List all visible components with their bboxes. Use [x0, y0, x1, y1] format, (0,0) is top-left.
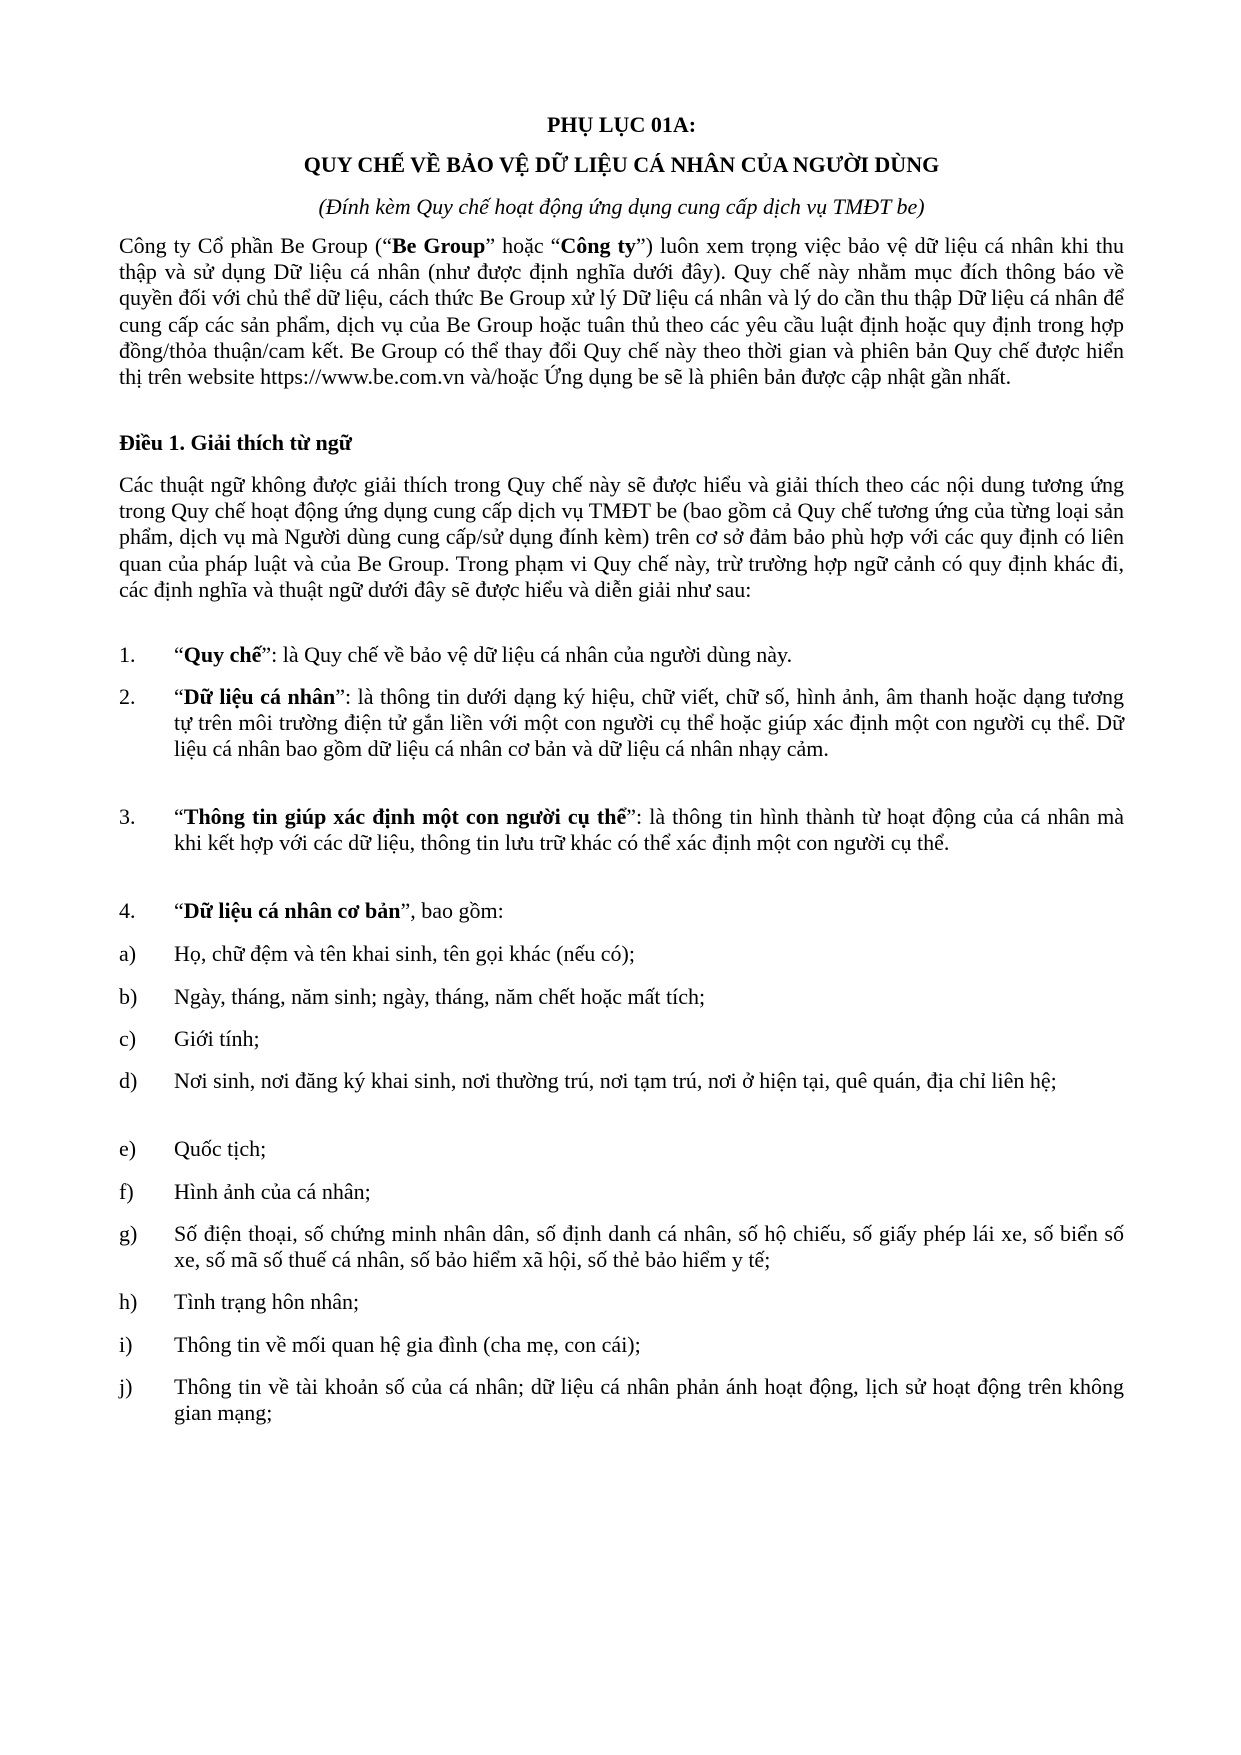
- item-label: a): [119, 941, 137, 966]
- basic-data-item: [119, 1026, 1124, 1052]
- definition-number: 3.: [119, 804, 136, 829]
- definition-term: Dữ liệu cá nhân cơ bản: [183, 898, 401, 923]
- item-label: b): [119, 984, 138, 1009]
- quote-open: “: [174, 804, 184, 829]
- basic-data-item: [119, 1332, 1124, 1358]
- basic-data-item: [119, 1374, 1124, 1426]
- definition-item: [119, 684, 1124, 763]
- basic-data-item: [119, 1179, 1124, 1205]
- basic-data-item: [119, 1289, 1124, 1315]
- item-label: c): [119, 1026, 137, 1051]
- basic-data-item: [119, 1068, 1124, 1094]
- regulation-title: QUY CHẾ VỀ BẢO VỆ DỮ LIỆU CÁ NHÂN CỦA NGƯỜI DÙNG: [303, 152, 940, 177]
- intro-text-3: ”) luôn xem trọng việc bảo vệ dữ liệu cá nhân khi thu thập và sử dụng Dữ liệu cá nhân (như được định nghĩa dưới đây). Quy chế này nhằm mục đích thông báo về quyền đối với chủ thể dữ liệu, cách thức Be Group xử lý Dữ liệu cá nhân và lý do cần thu thập Dữ liệu cá nhân để cung cấp các sản phẩm, dịch vụ của Be Group hoặc tuân thủ theo các yêu cầu luật định hoặc quy định trong hợp đồng/thỏa thuận/cam kết. Be Group có thể thay đổi Quy chế này theo thời gian và phiên bản Quy chế được hiển thị trên website https://www.be.com.vn và/hoặc Ứng dụng be sẽ là phiên bản được cập nhật gần nhất.: [119, 233, 1124, 390]
- item-label: d): [119, 1068, 138, 1093]
- item-text: Tình trạng hôn nhân;: [174, 1289, 360, 1314]
- quote-open: “: [174, 898, 184, 923]
- item-text: Họ, chữ đệm và tên khai sinh, tên gọi khác (nếu có);: [174, 941, 635, 966]
- item-label: e): [119, 1136, 137, 1161]
- quote-open: “: [174, 684, 184, 709]
- definition-text: ”, bao gồm:: [400, 898, 504, 923]
- item-label: f): [119, 1179, 134, 1204]
- basic-data-item: [119, 1136, 1124, 1162]
- item-text: Nơi sinh, nơi đăng ký khai sinh, nơi thường trú, nơi tạm trú, nơi ở hiện tại, quê quán, địa chỉ liên hệ;: [174, 1068, 1057, 1093]
- definition-number: 2.: [119, 684, 136, 709]
- basic-data-item: [119, 1221, 1124, 1273]
- article-1-heading: Điều 1. Giải thích từ ngữ: [119, 430, 352, 455]
- intro-bold-cong-ty: Công ty: [560, 233, 636, 258]
- regulation-subtitle: (Đính kèm Quy chế hoạt động ứng dụng cung cấp dịch vụ TMĐT be): [318, 194, 925, 219]
- definition-item: [119, 642, 1124, 668]
- intro-text-2: ” hoặc “: [485, 233, 561, 258]
- definition-text: ”: là Quy chế về bảo vệ dữ liệu cá nhân của người dùng này.: [261, 642, 793, 667]
- intro-bold-be-group: Be Group: [391, 233, 486, 258]
- item-text: Giới tính;: [174, 1026, 260, 1051]
- definition-text: ”: là thông tin dưới dạng ký hiệu, chữ viết, chữ số, hình ảnh, âm thanh hoặc dạng tương tự trên môi trường điện tử gắn liền với một con người cụ thể hoặc giúp xác định một con người cụ thể. Dữ liệu cá nhân bao gồm dữ liệu cá nhân cơ bản và dữ liệu cá nhân nhạy cảm.: [174, 684, 1124, 762]
- definition-item: [119, 804, 1124, 856]
- article-1-intro: Các thuật ngữ không được giải thích trong Quy chế này sẽ được hiểu và giải thích theo các nội dung tương ứng trong Quy chế hoạt động ứng dụng cung cấp dịch vụ TMĐT be (bao gồm cả Quy chế tương ứng của từng loại sản phẩm, dịch vụ mà Người dùng cung cấp/sử dụng đính kèm) trên cơ sở đảm bảo phù hợp với các quy định có liên quan của pháp luật và của Be Group. Trong phạm vi Quy chế này, trừ trường hợp ngữ cảnh có quy định khác đi, các định nghĩa và thuật ngữ dưới đây sẽ được hiểu và diễn giải như sau:: [119, 472, 1124, 602]
- intro-paragraph: [119, 233, 1124, 390]
- appendix-title: PHỤ LỤC 01A:: [546, 112, 697, 137]
- definition-term: Thông tin giúp xác định một con người cụ thể: [183, 804, 627, 829]
- definition-number: 4.: [119, 898, 136, 923]
- definition-term: Quy chế: [183, 642, 262, 667]
- item-text: Hình ảnh của cá nhân;: [174, 1179, 371, 1204]
- item-label: g): [119, 1221, 138, 1246]
- item-text: Số điện thoại, số chứng minh nhân dân, số định danh cá nhân, số hộ chiếu, số giấy phép lái xe, số biển số xe, số mã số thuế cá nhân, số bảo hiểm xã hội, số thẻ bảo hiểm y tế;: [174, 1221, 1124, 1273]
- item-text: Thông tin về mối quan hệ gia đình (cha mẹ, con cái);: [174, 1332, 641, 1357]
- definition-item: [119, 898, 1124, 924]
- basic-data-item: [119, 941, 1124, 967]
- item-text: Thông tin về tài khoản số của cá nhân; dữ liệu cá nhân phản ánh hoạt động, lịch sử hoạt động trên không gian mạng;: [174, 1374, 1124, 1426]
- item-label: j): [119, 1374, 133, 1399]
- item-text: Quốc tịch;: [174, 1136, 267, 1161]
- basic-data-item: [119, 984, 1124, 1010]
- definition-number: 1.: [119, 642, 136, 667]
- item-label: i): [119, 1332, 133, 1357]
- definition-text: ”: là thông tin hình thành từ hoạt động của cá nhân mà khi kết hợp với các dữ liệu, thông tin lưu trữ khác có thể xác định một con người cụ thể.: [174, 804, 1124, 856]
- quote-open: “: [174, 642, 184, 667]
- definition-term: Dữ liệu cá nhân: [183, 684, 336, 709]
- item-label: h): [119, 1289, 138, 1314]
- intro-text-1: Công ty Cổ phần Be Group (“: [119, 233, 392, 258]
- item-text: Ngày, tháng, năm sinh; ngày, tháng, năm chết hoặc mất tích;: [174, 984, 706, 1009]
